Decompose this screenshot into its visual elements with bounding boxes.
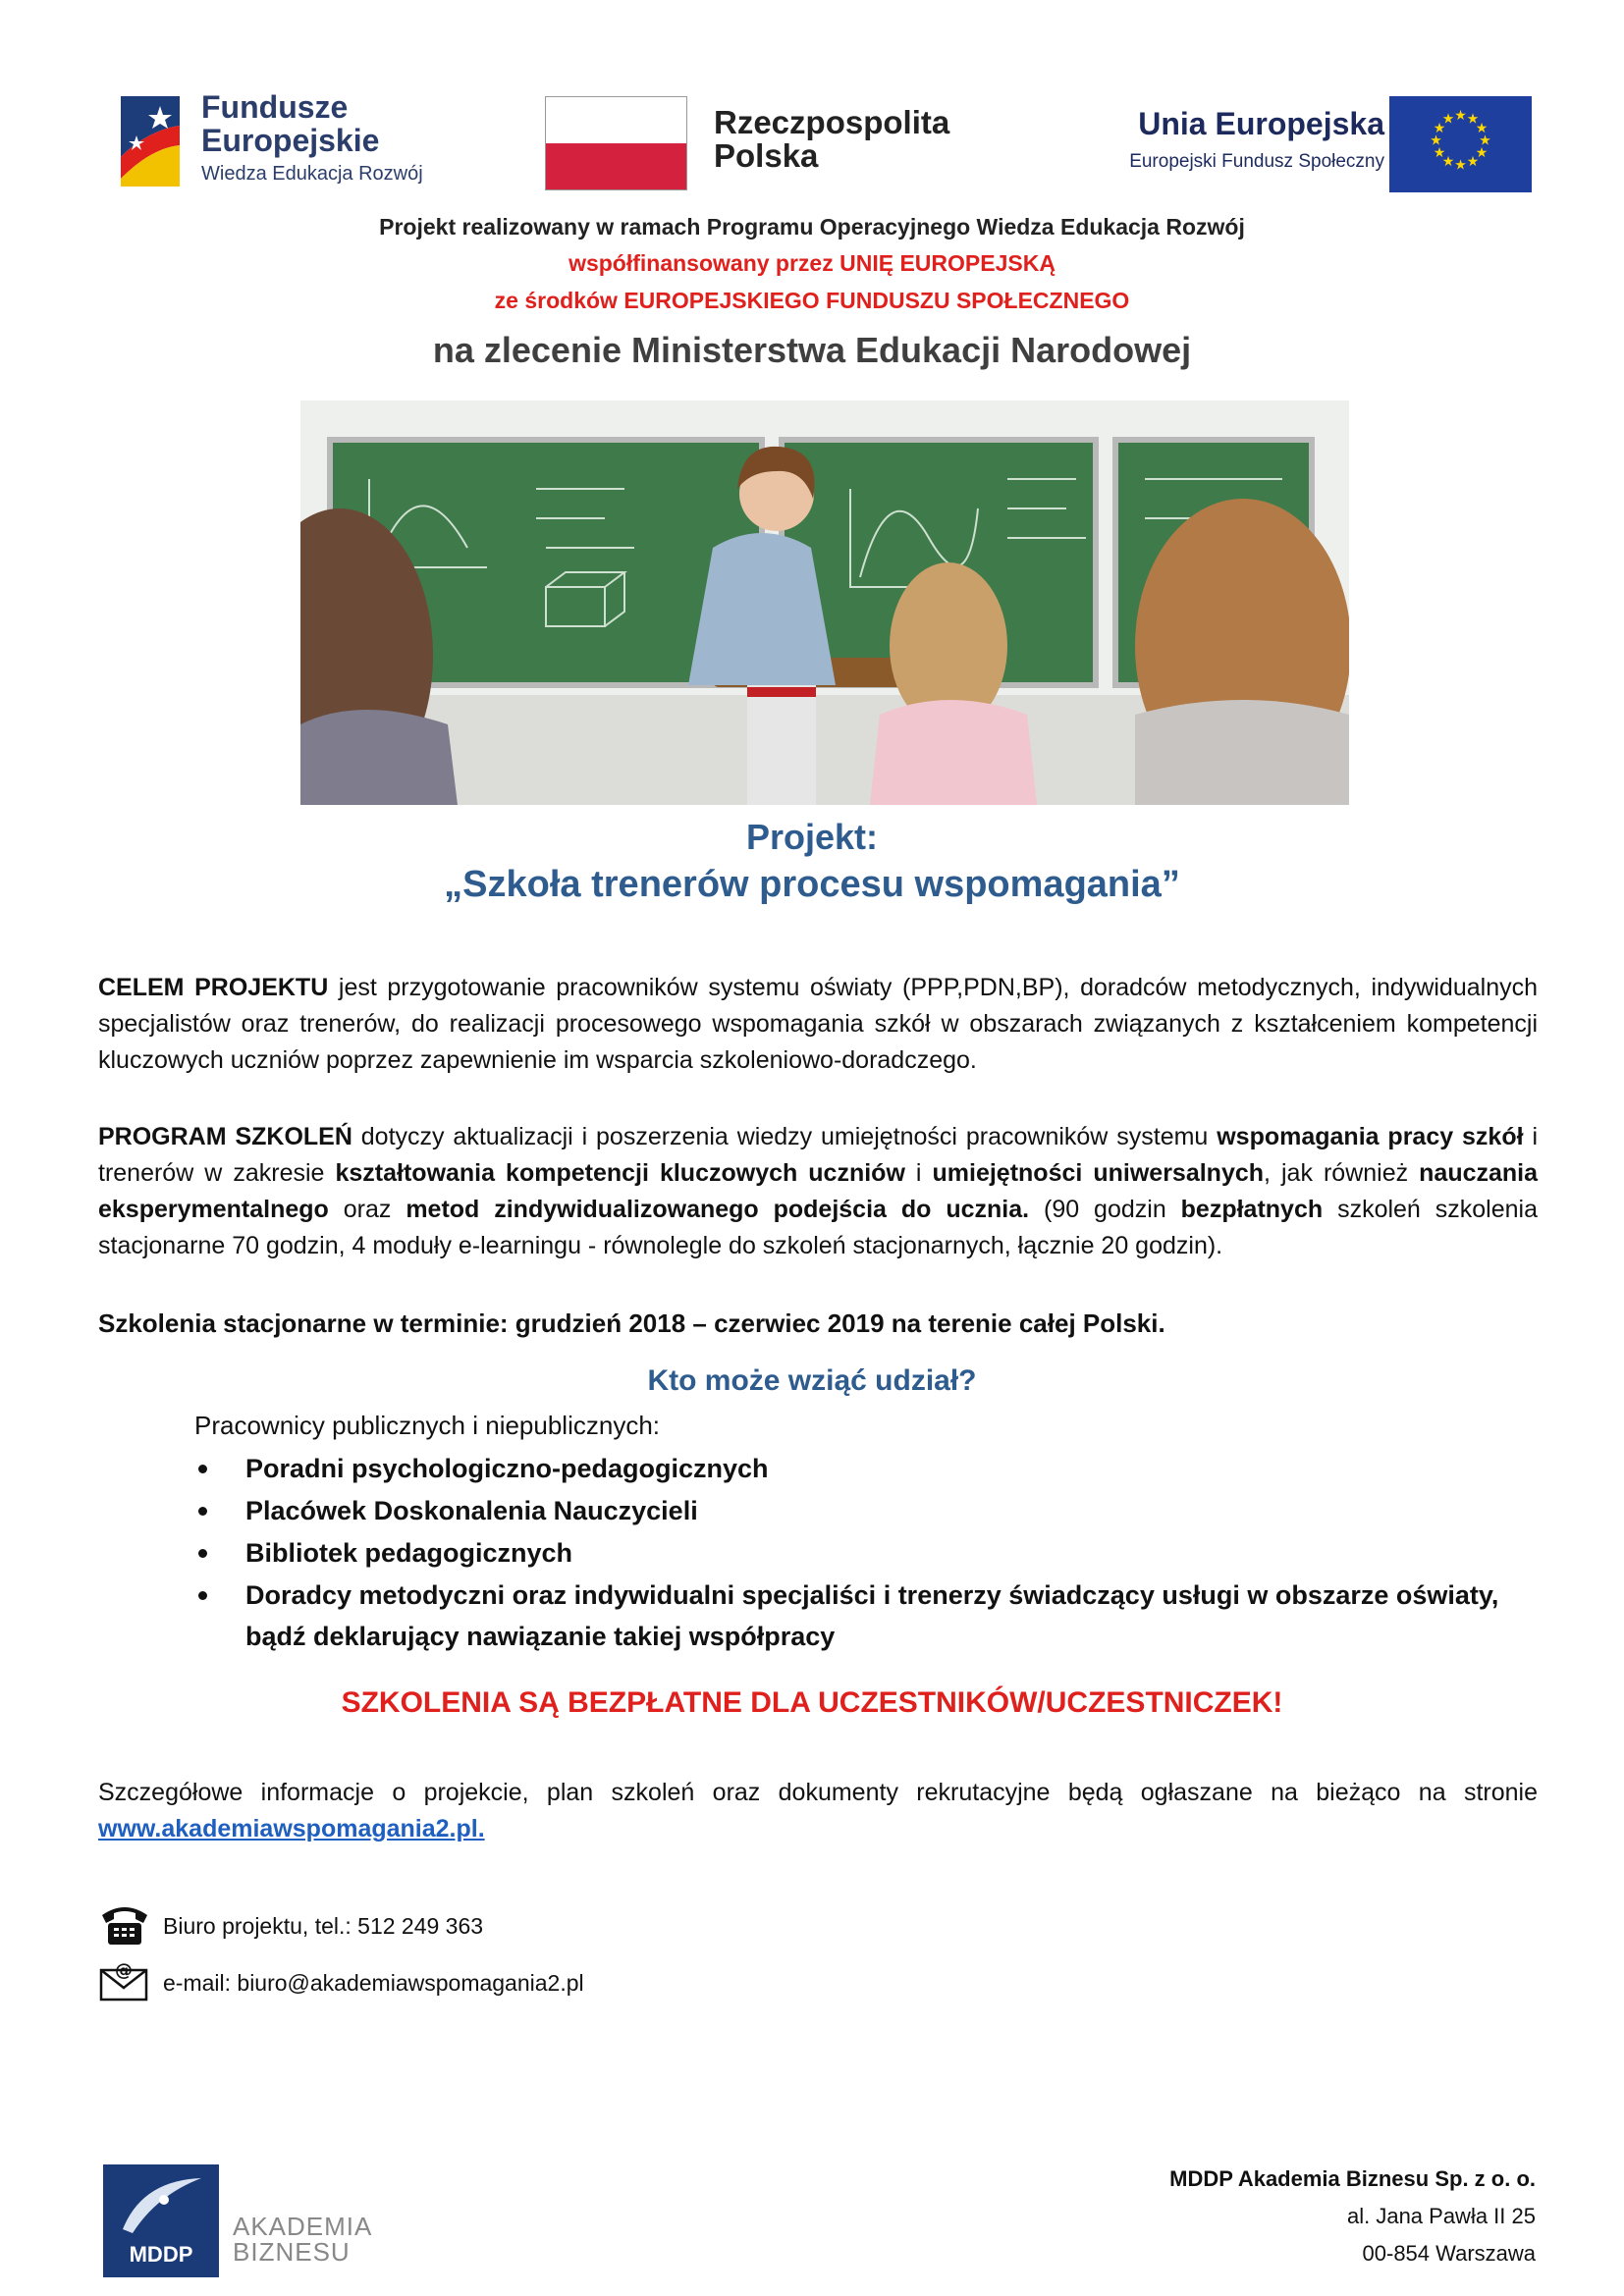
program-lead: PROGRAM SZKOLEŃ (98, 1123, 352, 1150)
company-city: 00-854 Warszawa (1362, 2241, 1536, 2266)
bullet-icon (198, 1507, 207, 1516)
svg-text:★: ★ (1433, 121, 1446, 136)
svg-text:★: ★ (1466, 111, 1480, 128)
svg-text:★: ★ (1479, 133, 1491, 149)
goal-text: jest przygotowanie pracowników systemu oświaty (PPP,PDN,BP), doradców metodycznych, indywidualnych specjalistów oraz trenerów, do realizacji procesowego wspomagania szkół w obszarach związanych z kształceniem kompetencji kluczowych uczniów poprzez zapewnienie im wsparcia szkoleniowo-doradczego. (98, 974, 1538, 1074)
unia-europejska-logo (1046, 96, 1532, 194)
eu-flag-icon (1389, 96, 1532, 192)
company-street: al. Jana Pawła II 25 (1346, 2204, 1536, 2228)
program-bold-5: metod zindywidualizowanego podejścia do ucznia. (406, 1196, 1030, 1223)
fe-logo-line1: Fundusze (201, 89, 349, 125)
program-text-7: szkoleń szkolenia stacjonarne 70 godzin, 4 moduły e-learningu - równolegle do szkoleń stacjonarnych, łącznie 20 godzin). (98, 1196, 1538, 1259)
program-bold-1: wspomagania pracy szkół (1217, 1123, 1524, 1150)
svg-text:@: @ (115, 1960, 133, 1981)
program-line: Projekt realizowany w ramach Programu Operacyjnego Wiedza Edukacja Rozwój (379, 214, 1245, 240)
goal-lead: CELEM PROJEKTU (98, 974, 329, 1001)
participant-list (245, 1448, 1538, 1658)
svg-text:★: ★ (1454, 108, 1467, 124)
website-link[interactable]: www.akademiawspomagania2.pl. (98, 1815, 485, 1842)
details-paragraph (98, 1775, 1538, 1847)
ministry-line: na zlecenie Ministerstwa Edukacji Narodowej (432, 330, 1192, 370)
cofinance-line-1: współfinansowany przez UNIĘ EUROPEJSKĄ (568, 250, 1056, 276)
rp-logo-line2: Polska (714, 137, 819, 174)
email-text: e-mail: biuro@akademiawspomagania2.pl (163, 1970, 584, 1996)
program-text-6: (90 godzin (1029, 1196, 1181, 1223)
logo-line-2: BIZNESU (233, 2237, 351, 2267)
envelope-at-icon (98, 1956, 151, 2003)
svg-text:★: ★ (1441, 154, 1455, 170)
project-title: „Szkoła trenerów procesu wspomagania” (444, 864, 1180, 905)
list-item: Poradni psychologiczno-pedagogicznych (245, 1448, 1538, 1489)
rzeczpospolita-polska-logo (545, 96, 977, 194)
program-bold-4: nauczania eksperymentalnego (98, 1159, 1539, 1223)
svg-text:★: ★ (1475, 145, 1489, 161)
free-training-notice: SZKOLENIA SĄ BEZPŁATNE DLA UCZESTNIKÓW/UCZESTNICZEK! (341, 1686, 1283, 1719)
logo-line-1: AKADEMIA (233, 2212, 373, 2241)
program-bold-6: bezpłatnych (1180, 1196, 1324, 1223)
project-label: Projekt: (745, 817, 879, 857)
project-goal-paragraph (98, 970, 1538, 1079)
program-text-4: , jak również (1264, 1159, 1420, 1187)
program-bold-2: kształtowania kompetencji kluczowych uczniów (335, 1159, 905, 1187)
mddp-mark-text: MDDP (129, 2242, 193, 2267)
details-text: Szczegółowe informacje o projekcie, plan szkoleń oraz dokumenty rekrutacyjne będą ogłaszane na bieżąco na stronie (98, 1779, 1538, 1806)
fe-logo-tagline: Wiedza Edukacja Rozwój (201, 163, 423, 185)
program-text-5: oraz (328, 1196, 406, 1223)
fe-logo-line2: Europejskie (201, 123, 380, 158)
polish-flag-icon (545, 96, 687, 190)
program-text-3: i (904, 1159, 933, 1187)
who-intro: Pracownicy publicznych i niepublicznych: (194, 1411, 661, 1440)
svg-text:★: ★ (1430, 133, 1442, 149)
program-text-2: i trenerów w zakresie (98, 1123, 1539, 1187)
mddp-logo-mark (103, 2164, 219, 2277)
training-program-paragraph (98, 1119, 1538, 1264)
program-text-1: dotyczy aktualizacji i poszerzenia wiedzy umiejętności pracowników systemu (352, 1123, 1218, 1150)
list-item: Placówek Doskonalenia Nauczycieli (245, 1490, 1538, 1531)
list-item: Bibliotek pedagogicznych (245, 1532, 1538, 1574)
svg-text:★: ★ (1454, 157, 1467, 174)
ue-logo-fund: Europejski Fundusz Społeczny (1129, 151, 1384, 172)
bullet-icon (198, 1549, 207, 1558)
company-name: MDDP Akademia Biznesu Sp. z o. o. (1169, 2166, 1536, 2191)
list-item: Doradcy metodyczni oraz indywidualni specjaliści i trenerzy świadczący usługi w obszarze oświaty, bądź deklarujący nawiązanie takiej współpracy (245, 1575, 1538, 1657)
phone-text: Biuro projektu, tel.: 512 249 363 (163, 1913, 484, 1939)
fundusze-europejskie-logo (103, 88, 476, 206)
mddp-akademia-biznesu-logo (103, 2164, 373, 2277)
rp-logo-line1: Rzeczpospolita (714, 104, 950, 140)
swoosh-icon (103, 2170, 219, 2239)
svg-text:★: ★ (1475, 121, 1489, 136)
svg-text:★: ★ (1441, 111, 1455, 128)
svg-text:★: ★ (1433, 145, 1446, 161)
telephone-icon (98, 1899, 151, 1947)
classroom-photo (300, 400, 1349, 805)
svg-text:★: ★ (1466, 154, 1480, 170)
fe-stars-icon (103, 88, 191, 196)
training-dates: Szkolenia stacjonarne w terminie: grudzień 2018 – czerwiec 2019 na terenie całej Polski. (98, 1308, 1165, 1338)
who-heading: Kto może wziąć udział? (647, 1364, 977, 1397)
cofinance-line-2: ze środków EUROPEJSKIEGO FUNDUSZU SPOŁECZNEGO (494, 288, 1130, 313)
ue-logo-name: Unia Europejska (1138, 106, 1384, 141)
bullet-icon (198, 1591, 207, 1600)
program-bold-3: umiejętności uniwersalnych (932, 1159, 1265, 1187)
bullet-icon (198, 1465, 207, 1473)
